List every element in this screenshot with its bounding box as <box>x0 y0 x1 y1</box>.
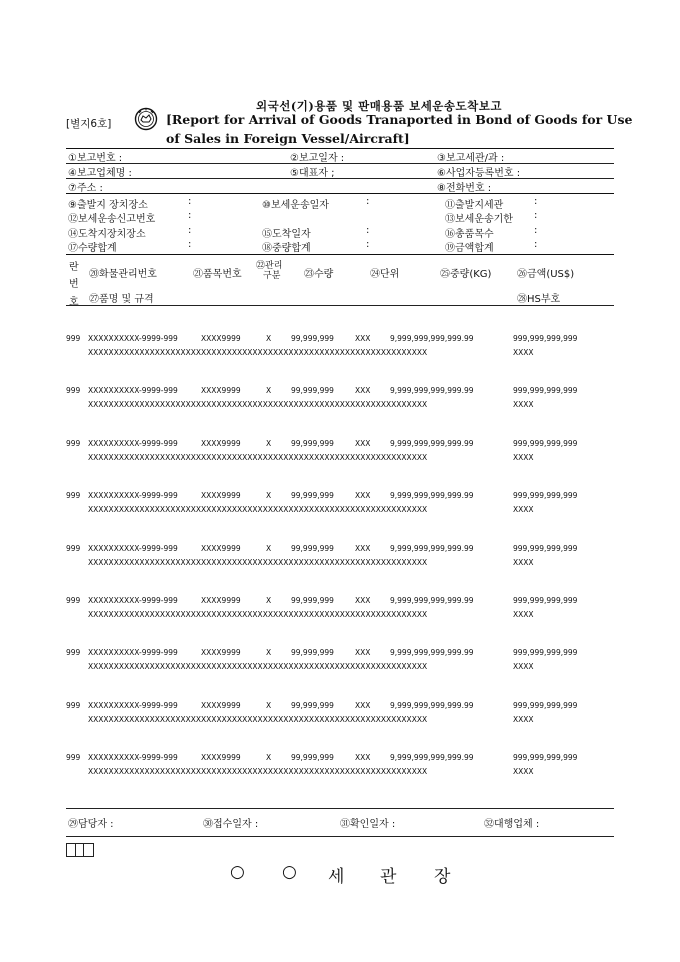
cell-quantity: 99,999,999 <box>291 491 334 500</box>
customs-emblem-icon <box>134 107 158 131</box>
phone-field: ⑧전화번호 : <box>437 183 492 194</box>
signature-char: ○ <box>282 862 297 882</box>
cell-hs-code: XXXX <box>513 505 534 514</box>
transport-date-label: ⑩보세운송일자 <box>262 200 329 211</box>
cell-weight: 9,999,999,999,999.99 <box>390 544 474 553</box>
cell-item-no: XXXX9999 <box>201 491 241 500</box>
cell-unit: XXX <box>355 544 371 553</box>
cell-unit: XXX <box>355 701 371 710</box>
colon: : <box>188 210 192 221</box>
officer-field: ㉙담당자 : <box>68 819 114 830</box>
form-number: [별지6호] <box>66 118 112 130</box>
cell-cargo-mgmt-no: XXXXXXXXXX-9999-999 <box>88 334 178 343</box>
cell-item-no: XXXX9999 <box>201 544 241 553</box>
divider <box>66 808 614 809</box>
address-field: ⑦주소 : <box>68 183 103 194</box>
cell-hs-code: XXXX <box>513 715 534 724</box>
cell-quantity: 99,999,999 <box>291 544 334 553</box>
cell-row-number: 999 <box>66 334 81 343</box>
report-date-field: ②보고일자 : <box>290 153 345 164</box>
cell-item-no: XXXX9999 <box>201 334 241 343</box>
cell-quantity: 99,999,999 <box>291 648 334 657</box>
cell-item-name: XXXXXXXXXXXXXXXXXXXXXXXXXXXXXXXXXXXXXXXXXXXXXXXXXXXXXXXXXXXXXXXXXX <box>88 767 428 776</box>
cell-amount: 999,999,999,999 <box>513 753 578 762</box>
cell-amount: 999,999,999,999 <box>513 439 578 448</box>
cell-cargo-mgmt-no: XXXXXXXXXX-9999-999 <box>88 753 178 762</box>
cell-item-name: XXXXXXXXXXXXXXXXXXXXXXXXXXXXXXXXXXXXXXXXXXXXXXXXXXXXXXXXXXXXXXXXXX <box>88 453 428 462</box>
cell-row-number: 999 <box>66 753 81 762</box>
cell-row-number: 999 <box>66 439 81 448</box>
title-english-line2: of Sales in Foreign Vessel/Aircraft] <box>166 131 410 146</box>
cell-row-number: 999 <box>66 544 81 553</box>
transport-deadline-label: ⑬보세운송기한 <box>445 214 513 225</box>
cell-quantity: 99,999,999 <box>291 386 334 395</box>
cell-row-number: 999 <box>66 648 81 657</box>
cell-mgmt-class: X <box>266 753 272 762</box>
cell-weight: 9,999,999,999,999.99 <box>390 491 474 500</box>
divider <box>66 193 614 194</box>
cell-hs-code: XXXX <box>513 453 534 462</box>
cell-weight: 9,999,999,999,999.99 <box>390 648 474 657</box>
report-no-field: ①보고번호 : <box>68 153 123 164</box>
colon: : <box>366 239 370 250</box>
cell-hs-code: XXXX <box>513 558 534 567</box>
title-english-line1: [Report for Arrival of Goods Tranaported in Bond of Goods for Use <box>166 112 633 127</box>
representative-field: ⑤대표자 ; <box>290 168 335 179</box>
total-amount-label: ⑲금액합계 <box>445 243 494 254</box>
cell-hs-code: XXXX <box>513 348 534 357</box>
cell-quantity: 99,999,999 <box>291 753 334 762</box>
total-items-label: ⑯총품목수 <box>445 229 494 240</box>
colon: : <box>534 225 538 236</box>
cell-cargo-mgmt-no: XXXXXXXXXX-9999-999 <box>88 701 178 710</box>
declaration-no-label: ⑫보세운송신고번호 <box>68 214 156 225</box>
cell-weight: 9,999,999,999,999.99 <box>390 386 474 395</box>
cell-item-name: XXXXXXXXXXXXXXXXXXXXXXXXXXXXXXXXXXXXXXXXXXXXXXXXXXXXXXXXXXXXXXXXXX <box>88 400 428 409</box>
col-amount: ㉖금액(US$) <box>517 269 575 280</box>
cell-unit: XXX <box>355 648 371 657</box>
signature-char: 장 <box>434 867 451 887</box>
col-quantity: ㉓수량 <box>304 269 334 280</box>
cell-item-name: XXXXXXXXXXXXXXXXXXXXXXXXXXXXXXXXXXXXXXXXXXXXXXXXXXXXXXXXXXXXXXXXXX <box>88 610 428 619</box>
cell-unit: XXX <box>355 596 371 605</box>
col-line-no-2: 번 <box>69 279 79 290</box>
cell-amount: 999,999,999,999 <box>513 648 578 657</box>
cell-item-name: XXXXXXXXXXXXXXXXXXXXXXXXXXXXXXXXXXXXXXXXXXXXXXXXXXXXXXXXXXXXXXXXXX <box>88 558 428 567</box>
cell-quantity: 99,999,999 <box>291 701 334 710</box>
divider <box>66 163 614 164</box>
col-mgmt-class-1: ㉒관리 <box>256 261 283 271</box>
cell-unit: XXX <box>355 386 371 395</box>
cell-mgmt-class: X <box>266 648 272 657</box>
cell-weight: 9,999,999,999,999.99 <box>390 596 474 605</box>
cell-item-name: XXXXXXXXXXXXXXXXXXXXXXXXXXXXXXXXXXXXXXXXXXXXXXXXXXXXXXXXXXXXXXXXXX <box>88 662 428 671</box>
col-hs-code: ㉘HS부호 <box>517 294 561 305</box>
cell-quantity: 99,999,999 <box>291 439 334 448</box>
cell-amount: 999,999,999,999 <box>513 334 578 343</box>
received-date-field: ㉚접수일자 : <box>203 819 259 830</box>
colon: : <box>534 196 538 207</box>
company-name-field: ④보고업체명 : <box>68 168 132 179</box>
arrival-date-label: ⑮도착일자 <box>262 229 311 240</box>
cell-amount: 999,999,999,999 <box>513 701 578 710</box>
cell-unit: XXX <box>355 753 371 762</box>
cell-amount: 999,999,999,999 <box>513 596 578 605</box>
cell-amount: 999,999,999,999 <box>513 386 578 395</box>
cell-mgmt-class: X <box>266 544 272 553</box>
cell-unit: XXX <box>355 334 371 343</box>
cell-hs-code: XXXX <box>513 662 534 671</box>
departure-customs-label: ⑪출발지세관 <box>445 200 504 211</box>
cell-mgmt-class: X <box>266 596 272 605</box>
col-mgmt-class-2: 구분 <box>263 271 281 281</box>
cell-cargo-mgmt-no: XXXXXXXXXX-9999-999 <box>88 648 178 657</box>
cell-row-number: 999 <box>66 701 81 710</box>
cell-item-name: XXXXXXXXXXXXXXXXXXXXXXXXXXXXXXXXXXXXXXXXXXXXXXXXXXXXXXXXXXXXXXXXXX <box>88 505 428 514</box>
cell-weight: 9,999,999,999,999.99 <box>390 753 474 762</box>
signature-char: ○ <box>230 862 245 882</box>
cell-row-number: 999 <box>66 491 81 500</box>
colon: : <box>188 225 192 236</box>
cell-amount: 999,999,999,999 <box>513 544 578 553</box>
cell-hs-code: XXXX <box>513 400 534 409</box>
cell-mgmt-class: X <box>266 334 272 343</box>
cell-weight: 9,999,999,999,999.99 <box>390 439 474 448</box>
cell-weight: 9,999,999,999,999.99 <box>390 701 474 710</box>
divider <box>66 178 614 179</box>
cell-mgmt-class: X <box>266 439 272 448</box>
cell-weight: 9,999,999,999,999.99 <box>390 334 474 343</box>
arrival-place-label: ⑭도착지장치장소 <box>68 229 146 240</box>
stamp-box <box>66 843 94 857</box>
colon: : <box>534 210 538 221</box>
col-item-name: ㉗품명 및 규격 <box>89 294 154 305</box>
cell-cargo-mgmt-no: XXXXXXXXXX-9999-999 <box>88 386 178 395</box>
cell-mgmt-class: X <box>266 491 272 500</box>
col-weight: ㉕중량(KG) <box>440 269 492 280</box>
total-weight-label: ⑱중량합계 <box>262 243 311 254</box>
cell-item-no: XXXX9999 <box>201 439 241 448</box>
cell-cargo-mgmt-no: XXXXXXXXXX-9999-999 <box>88 596 178 605</box>
cell-hs-code: XXXX <box>513 767 534 776</box>
title-korean: 외국선(기)용품 및 판매용품 보세운송도착보고 <box>256 99 502 113</box>
cell-row-number: 999 <box>66 386 81 395</box>
cell-quantity: 99,999,999 <box>291 596 334 605</box>
colon: : <box>366 225 370 236</box>
divider <box>66 836 614 837</box>
departure-place-label: ⑨출발지 장치장소 <box>68 200 148 211</box>
cell-item-name: XXXXXXXXXXXXXXXXXXXXXXXXXXXXXXXXXXXXXXXXXXXXXXXXXXXXXXXXXXXXXXXXXX <box>88 348 428 357</box>
confirmed-date-field: ㉛확인일자 : <box>340 819 396 830</box>
signature-char: 관 <box>380 867 397 887</box>
colon: : <box>366 196 370 207</box>
col-line-no-3: 호 <box>69 297 79 308</box>
agent-field: ㉜대행업체 : <box>484 819 540 830</box>
cell-row-number: 999 <box>66 596 81 605</box>
colon: : <box>534 239 538 250</box>
colon: : <box>188 196 192 207</box>
col-item-no: ㉑품목번호 <box>193 269 242 280</box>
signature-char: 세 <box>328 867 345 887</box>
customs-office-field: ③보고세관/과 : <box>437 153 505 164</box>
cell-hs-code: XXXX <box>513 610 534 619</box>
col-line-no-1: 란 <box>69 262 79 273</box>
cell-item-no: XXXX9999 <box>201 753 241 762</box>
cell-item-name: XXXXXXXXXXXXXXXXXXXXXXXXXXXXXXXXXXXXXXXXXXXXXXXXXXXXXXXXXXXXXXXXXX <box>88 715 428 724</box>
cell-cargo-mgmt-no: XXXXXXXXXX-9999-999 <box>88 491 178 500</box>
cell-quantity: 99,999,999 <box>291 334 334 343</box>
divider <box>66 305 614 306</box>
cell-cargo-mgmt-no: XXXXXXXXXX-9999-999 <box>88 439 178 448</box>
business-reg-field: ⑥사업자등록번호 : <box>437 168 521 179</box>
cell-item-no: XXXX9999 <box>201 596 241 605</box>
cell-item-no: XXXX9999 <box>201 648 241 657</box>
cell-item-no: XXXX9999 <box>201 386 241 395</box>
cell-unit: XXX <box>355 439 371 448</box>
cell-item-no: XXXX9999 <box>201 701 241 710</box>
total-quantity-label: ⑰수량합계 <box>68 243 117 254</box>
cell-cargo-mgmt-no: XXXXXXXXXX-9999-999 <box>88 544 178 553</box>
col-cargo-mgmt-no: ⑳화물관리번호 <box>89 269 157 280</box>
cell-mgmt-class: X <box>266 386 272 395</box>
colon: : <box>188 239 192 250</box>
cell-unit: XXX <box>355 491 371 500</box>
divider <box>66 254 614 255</box>
col-unit: ㉔단위 <box>370 269 400 280</box>
cell-mgmt-class: X <box>266 701 272 710</box>
cell-amount: 999,999,999,999 <box>513 491 578 500</box>
